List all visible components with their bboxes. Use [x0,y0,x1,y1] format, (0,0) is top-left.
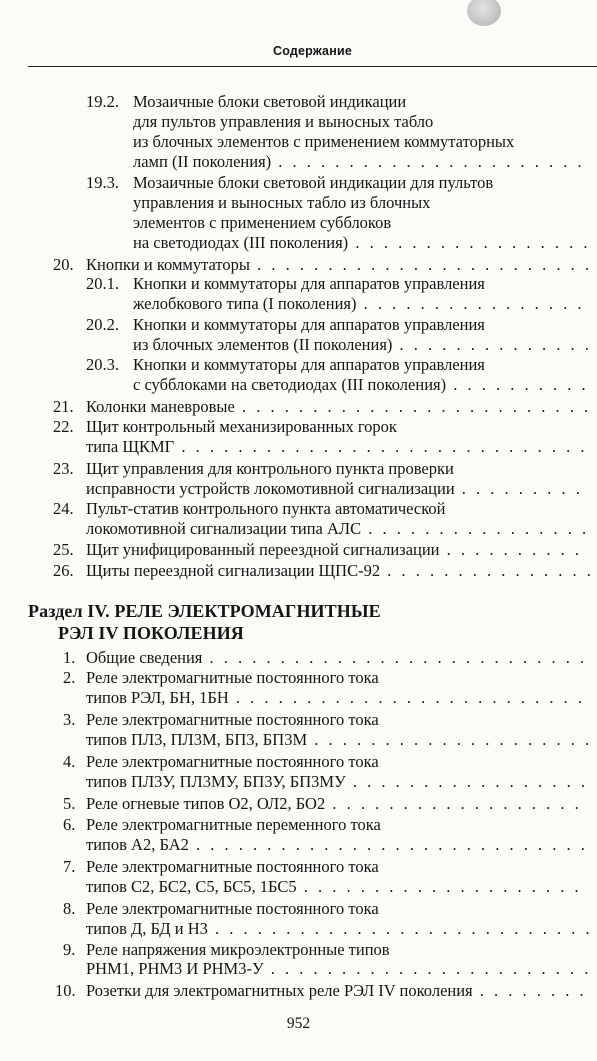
toc-entry-line [0,315,590,335]
toc-entry-line [0,688,590,708]
toc-entry-line [0,519,590,539]
toc-entry-line [0,668,590,688]
toc-entry-number: 26. [53,561,74,580]
toc-entry-text: Щит унифицированный переездной сигнализации . . . [86,540,590,560]
toc-entry-line [0,772,590,792]
toc-entry-number: 10. [55,981,76,1000]
toc-entry-text: Кнопки и коммутаторы для аппаратов управления [133,315,485,334]
toc-entry-number: 20. [53,255,74,274]
toc-entry-text: Кнопки и коммутаторы для аппаратов управления [133,274,485,293]
toc-entry-line [0,794,590,814]
toc-entry-text: типов ПЛ3У, ПЛ3МУ, БП3У, БП3МУ . . . [86,772,590,792]
toc-entry-line [0,417,590,437]
toc-entry-line [0,397,590,417]
toc-entry-text: управления и выносных табло из блочных [133,193,431,212]
toc-entry-text: локомотивной сигнализации типа АЛС . . . [86,519,590,539]
section-title-line2: РЭЛ IV ПОКОЛЕНИЯ [58,623,244,643]
toc-entry-line [0,92,590,112]
punch-hole [467,0,501,26]
toc-entry-text: Реле огневые типов О2, ОЛ2, БО2 . . . [86,794,590,814]
toc-entry-text: желобкового типа (I поколения) . . . [133,294,590,314]
toc-entry-number: 23. [53,459,74,478]
toc-entry-line [0,479,590,499]
toc-entry-text: Колонки маневровые . . . [86,397,590,417]
toc-entry-number: 9. [63,940,76,959]
toc-entry-number: 7. [63,857,76,876]
toc-entry-text: Реле электромагнитные постоянного тока [86,710,379,729]
toc-entry-text: Общие сведения . . . [86,648,590,668]
section-title-line1: Раздел IV. РЕЛЕ ЭЛЕКТРОМАГНИТНЫЕ [28,601,381,621]
toc-entry-text: Реле электромагнитные переменного тока [86,815,381,834]
toc-entry-line [0,112,590,132]
toc-entry-line [0,940,590,960]
toc-entry-text: для пультов управления и выносных табло [133,112,434,131]
toc-entry-line [0,355,590,375]
toc-entry-line [0,752,590,772]
toc-entry-number: 1. [63,648,76,667]
toc-entry-text: исправности устройств локомотивной сигнализации . . . [86,479,590,499]
toc-entry-line [0,193,590,213]
page-number: 952 [286,1015,311,1032]
toc-entry-line [0,152,590,172]
toc-entry-number: 20.2. [86,315,119,334]
toc-entry-line [0,173,590,193]
toc-entry-text: из блочных элементов с применением коммутаторных [133,132,515,151]
toc-entry-text: Реле электромагнитные постоянного тока [86,668,379,687]
toc-entry-line [0,730,590,750]
toc-entry-number: 24. [53,499,74,518]
toc-entry-text: Щит управления для контрольного пункта проверки [86,459,454,478]
toc-entry-text: Пульт-статив контрольного пункта автоматической [86,499,446,518]
toc-entry-text: типа ЩКМГ . . . [86,437,590,457]
toc-entry-line [0,561,590,581]
toc-entry-text: Реле электромагнитные постоянного тока [86,752,379,771]
toc-entry-number: 3. [63,710,76,729]
running-header: Содержание [272,44,352,58]
toc-entry-line [0,213,590,233]
toc-entry-line [0,981,590,1001]
toc-entry-text: типов А2, БА2 . . . [86,835,590,855]
toc-entry-number: 2. [63,668,76,687]
toc-entry-text: типов РЭЛ, БН, 1БН . . . [86,688,590,708]
toc-entry-text: Реле электромагнитные постоянного тока [86,857,379,876]
toc-entry-line [0,877,590,897]
toc-entry-line [0,335,590,355]
toc-entry-line [0,274,590,294]
toc-entry-line [0,648,590,668]
header-rule [28,66,597,67]
toc-entry-number: 6. [63,815,76,834]
toc-entry-text: Щит контрольный механизированных горок [86,417,397,436]
toc-entry-line [0,815,590,835]
toc-entry-line [0,710,590,730]
toc-entry-text: типов ПЛ3, ПЛ3М, БП3, БП3М . . . [86,730,590,750]
toc-entry-text: типов С2, БС2, С5, БС5, 1БС5 . . . [86,877,590,897]
toc-entry-number: 20.3. [86,355,119,374]
toc-entry-line [0,233,590,253]
toc-entry-line [0,459,590,479]
toc-entry-text: Реле электромагнитные постоянного тока [86,899,379,918]
toc-entry-line [0,959,590,979]
toc-entry-text: Кнопки и коммутаторы . . . [86,255,590,275]
toc-entry-line [0,919,590,939]
toc-entry-line [0,835,590,855]
toc-entry-text: Мозаичные блоки световой индикации для пультов [133,173,494,192]
toc-entry-text: элементов с применением субблоков [133,213,392,232]
toc-entry-text: РНМ1, РНМ3 И РНМ3-У . . . [86,959,590,979]
toc-entry-line [0,255,590,275]
toc-entry-number: 19.2. [86,92,119,111]
toc-entry-line [0,375,590,395]
toc-entry-number: 25. [53,540,74,559]
toc-entry-line [0,857,590,877]
toc-entry-text: из блочных элементов (II поколения) . . . [133,335,590,355]
toc-entry-number: 8. [63,899,76,918]
toc-entry-text: Кнопки и коммутаторы для аппаратов управления [133,355,485,374]
toc-entry-text: Щиты переездной сигнализации ЩПС-92 . . . [86,561,590,581]
toc-entry-number: 21. [53,397,74,416]
toc-entry-line [0,540,590,560]
toc-entry-number: 4. [63,752,76,771]
toc-entry-number: 22. [53,417,74,436]
toc-entry-text: на светодиодах (III поколения) . . . [133,233,590,253]
toc-entry-text: с субблоками на светодиодах (III поколения) . . . [133,375,590,395]
toc-entry-line [0,132,590,152]
toc-entry-text: типов Д, БД и Н3 . . . [86,919,590,939]
toc-entry-text: Реле напряжения микроэлектронные типов [86,940,390,959]
toc-entry-line [0,499,590,519]
toc-entry-text: Розетки для электромагнитных реле РЭЛ IV поколения . . . [86,981,590,1001]
toc-entry-number: 19.3. [86,173,119,192]
toc-entry-number: 5. [63,794,76,813]
toc-entry-line [0,294,590,314]
toc-entry-line [0,899,590,919]
toc-entry-text: ламп (II поколения) . . . [133,152,590,172]
toc-entry-text: Мозаичные блоки световой индикации [133,92,407,111]
toc-entry-number: 20.1. [86,274,119,293]
toc-entry-line [0,437,590,457]
